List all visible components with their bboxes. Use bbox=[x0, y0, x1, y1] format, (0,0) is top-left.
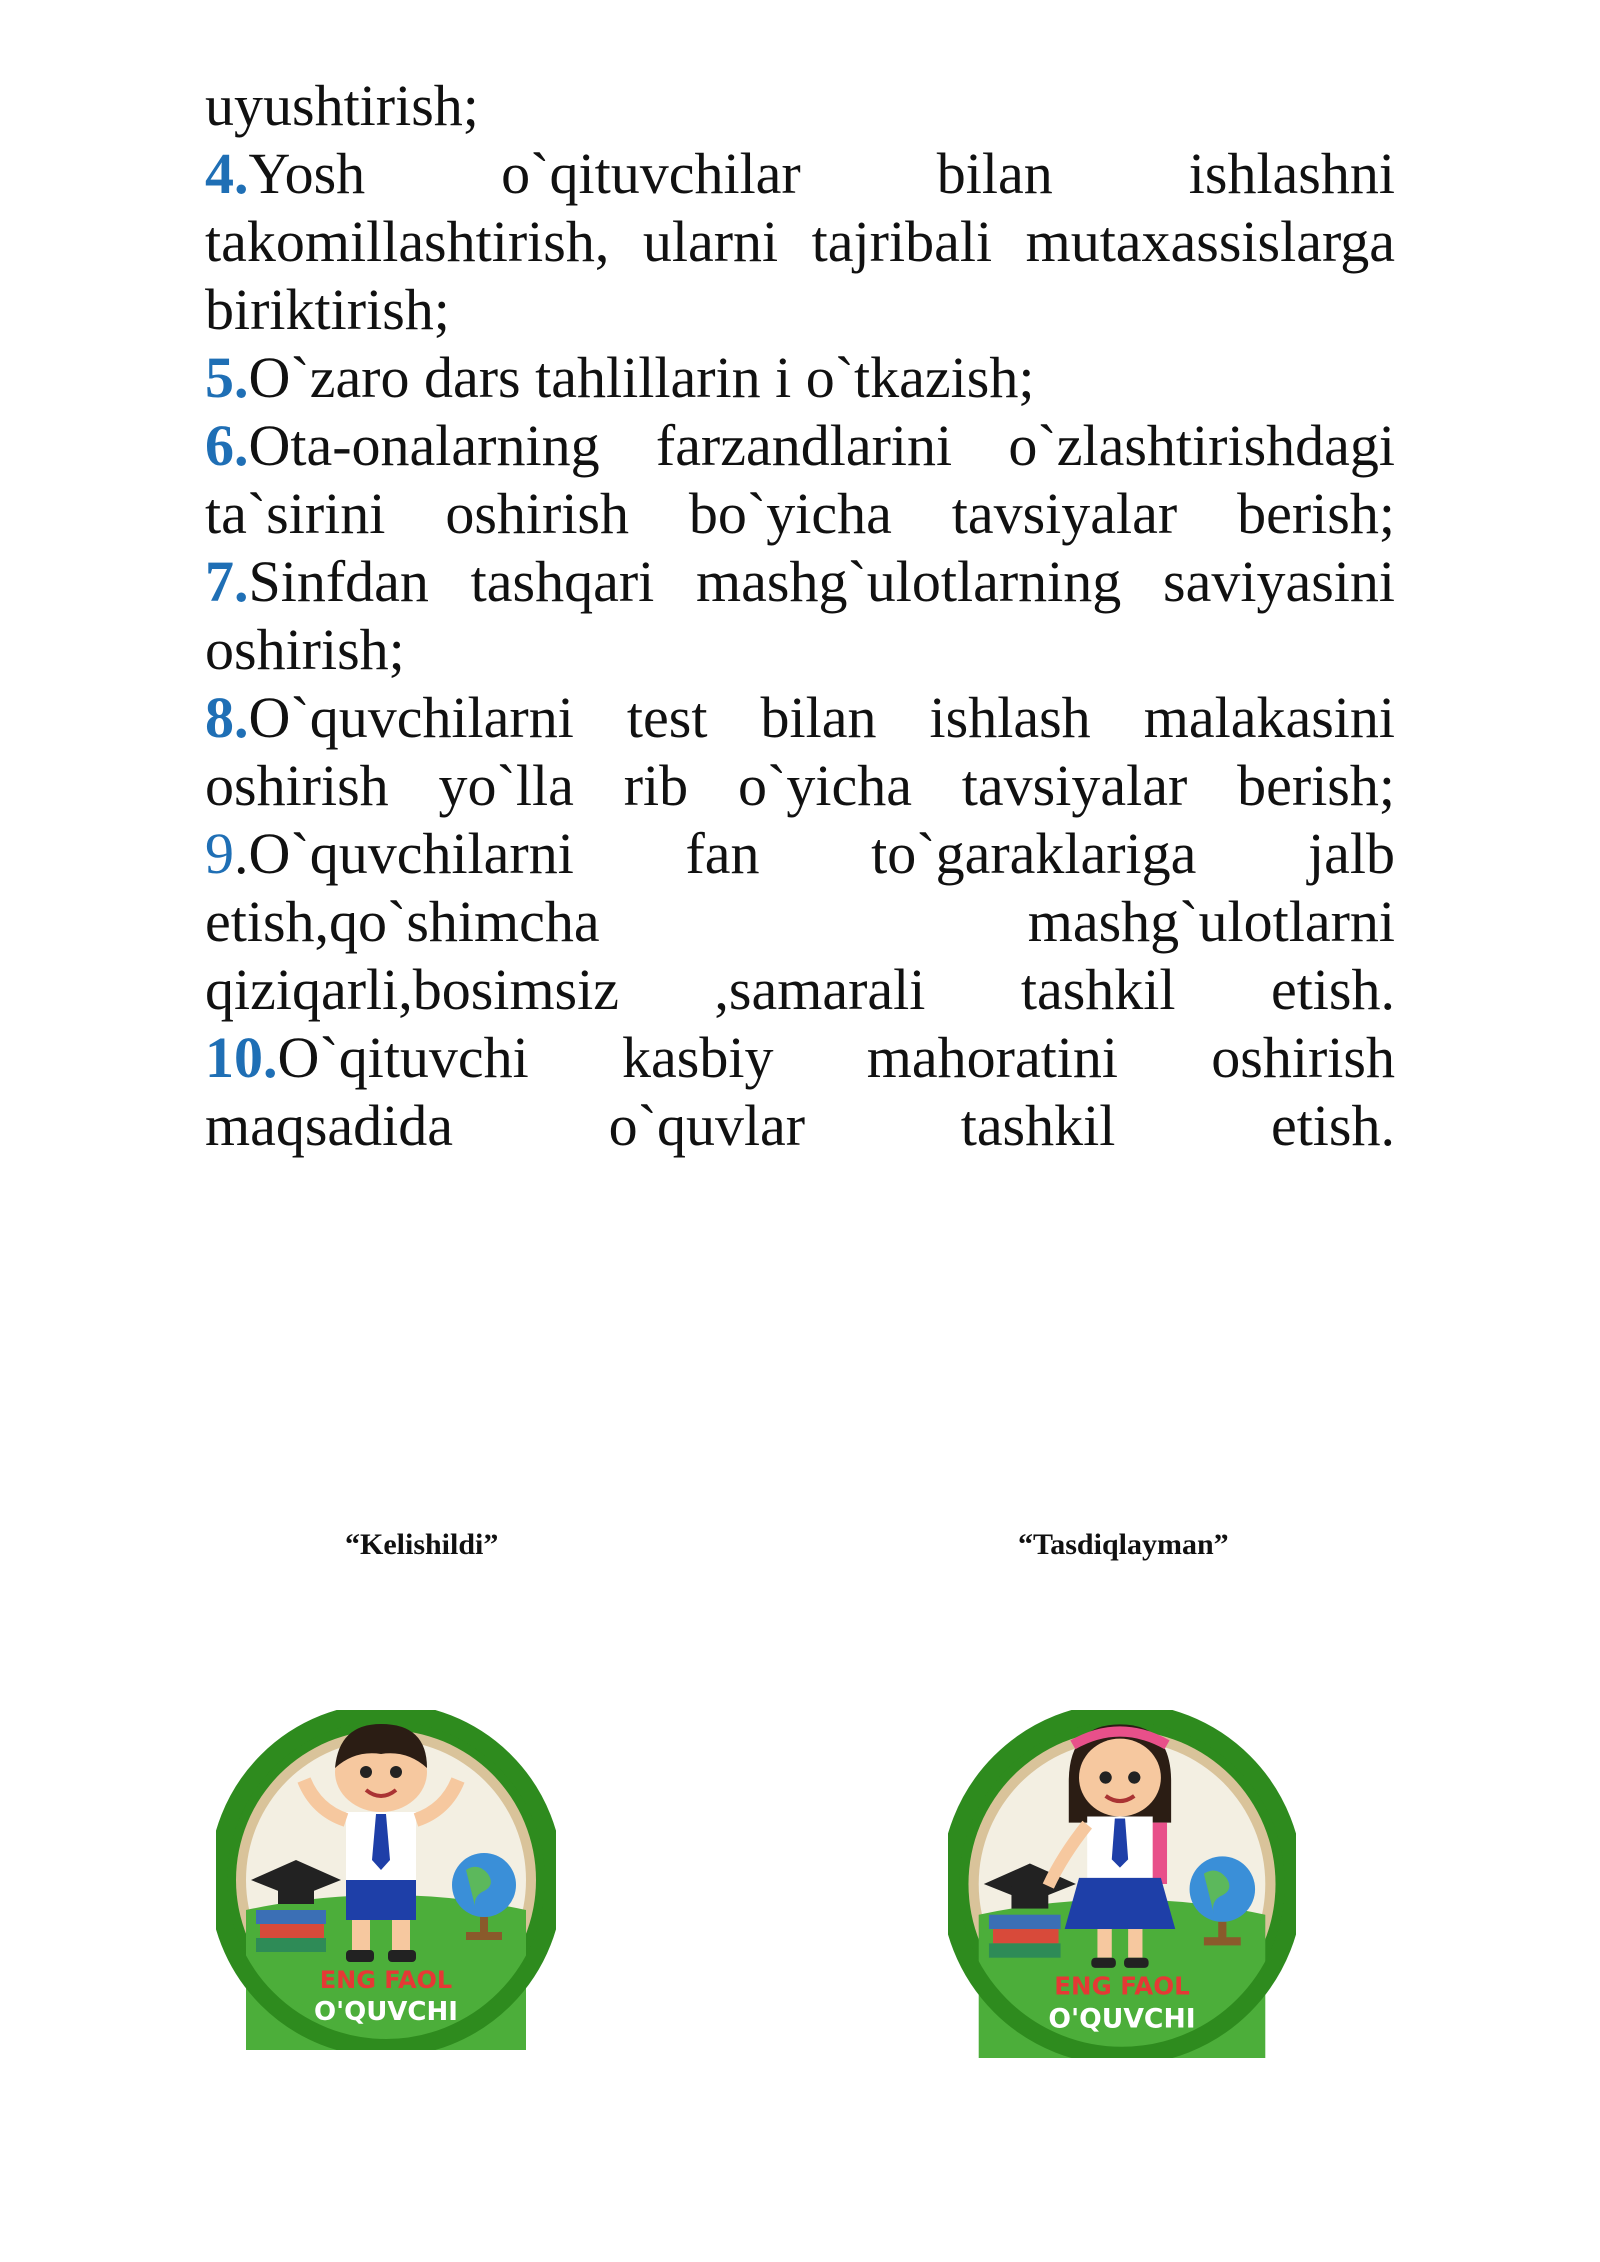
item-text: Yosh o`qituvchilar bilan ishlashni takomillashtirish, ularni tajribali mutaxassislarga biriktirish; bbox=[205, 141, 1395, 342]
item-number: 4. bbox=[205, 141, 249, 206]
item-text: O`qituvchi kasbiy mahoratini oshirish maqsadida o`quvlar tashkil etish. bbox=[205, 1025, 1395, 1158]
item-number: 6. bbox=[205, 413, 249, 478]
item-number: 7. bbox=[205, 549, 249, 614]
list-item bbox=[205, 412, 1395, 548]
item-text: O`zaro dars tahlillarin i o`tkazish; bbox=[248, 345, 1035, 410]
list-item bbox=[205, 820, 1395, 1024]
item-number: 8. bbox=[205, 685, 249, 750]
approve-label: “Tasdiqlayman” bbox=[1018, 1528, 1229, 1561]
badge-line2: O'QUVCHI bbox=[314, 1997, 458, 2027]
agreed-label: “Kelishildi” bbox=[345, 1528, 499, 1561]
list-item bbox=[205, 72, 1395, 140]
item-text: uyushtirish; bbox=[205, 73, 479, 138]
item-text: O`quvchilarni test bilan ishlash malakasini oshirish yo`lla rib o`yicha tavsiyalar berish; bbox=[205, 685, 1395, 818]
boy-student-badge bbox=[216, 1710, 556, 2050]
list-item bbox=[205, 140, 1395, 344]
item-text: Ota-onalarning farzandlarini o`zlashtirishdagi ta`sirini oshirish bo`yicha tavsiyalar berish; bbox=[205, 413, 1395, 546]
list-item bbox=[205, 344, 1395, 412]
task-list bbox=[205, 72, 1395, 1160]
item-number: 9 bbox=[205, 821, 234, 886]
badge-line2: O'QUVCHI bbox=[1048, 2003, 1196, 2035]
badge-line1: ENG FAOL bbox=[319, 1966, 453, 1994]
list-item bbox=[205, 1024, 1395, 1160]
girl-student-badge bbox=[948, 1710, 1296, 2058]
item-number: 10. bbox=[205, 1025, 278, 1090]
list-item bbox=[205, 548, 1395, 684]
badge-line1: ENG FAOL bbox=[1054, 1971, 1190, 2001]
list-item bbox=[205, 684, 1395, 820]
item-number: 5. bbox=[205, 345, 249, 410]
item-text: .O`quvchilarni fan to`garaklariga jalb etish,qo`shimcha mashg`ulotlarni qiziqarli,bosimsiz ,samarali tashkil etish. bbox=[205, 821, 1395, 1022]
item-text: Sinfdan tashqari mashg`ulotlarning saviyasini oshirish; bbox=[205, 549, 1395, 682]
